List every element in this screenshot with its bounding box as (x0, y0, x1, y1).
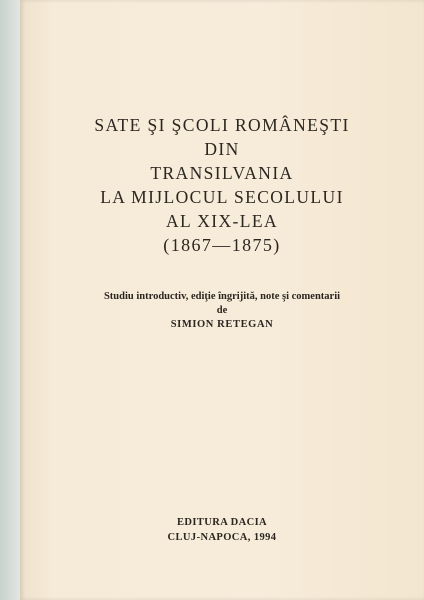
title-line-2: DIN (204, 139, 240, 159)
editor-name: SIMION RETEGAN (170, 319, 274, 330)
credits-by: de (216, 305, 228, 316)
title-years: (1867—1875) (163, 235, 281, 255)
title-line-1: SATE ŞI ŞCOLI ROMÂNEŞTI (94, 115, 350, 135)
book-spine-edge (0, 0, 20, 600)
title-line-3: TRANSILVANIA (150, 163, 294, 183)
title-line-4: LA MIJLOCUL SECOLULUI (100, 187, 344, 207)
publisher-name: EDITURA DACIA (176, 517, 268, 528)
title-line-5: AL XIX-LEA (165, 211, 278, 231)
credits-line: Studiu introductiv, ediţie îngrijită, note şi comentarii (103, 291, 341, 302)
publisher-place-year: CLUJ-NAPOCA, 1994 (167, 532, 277, 543)
